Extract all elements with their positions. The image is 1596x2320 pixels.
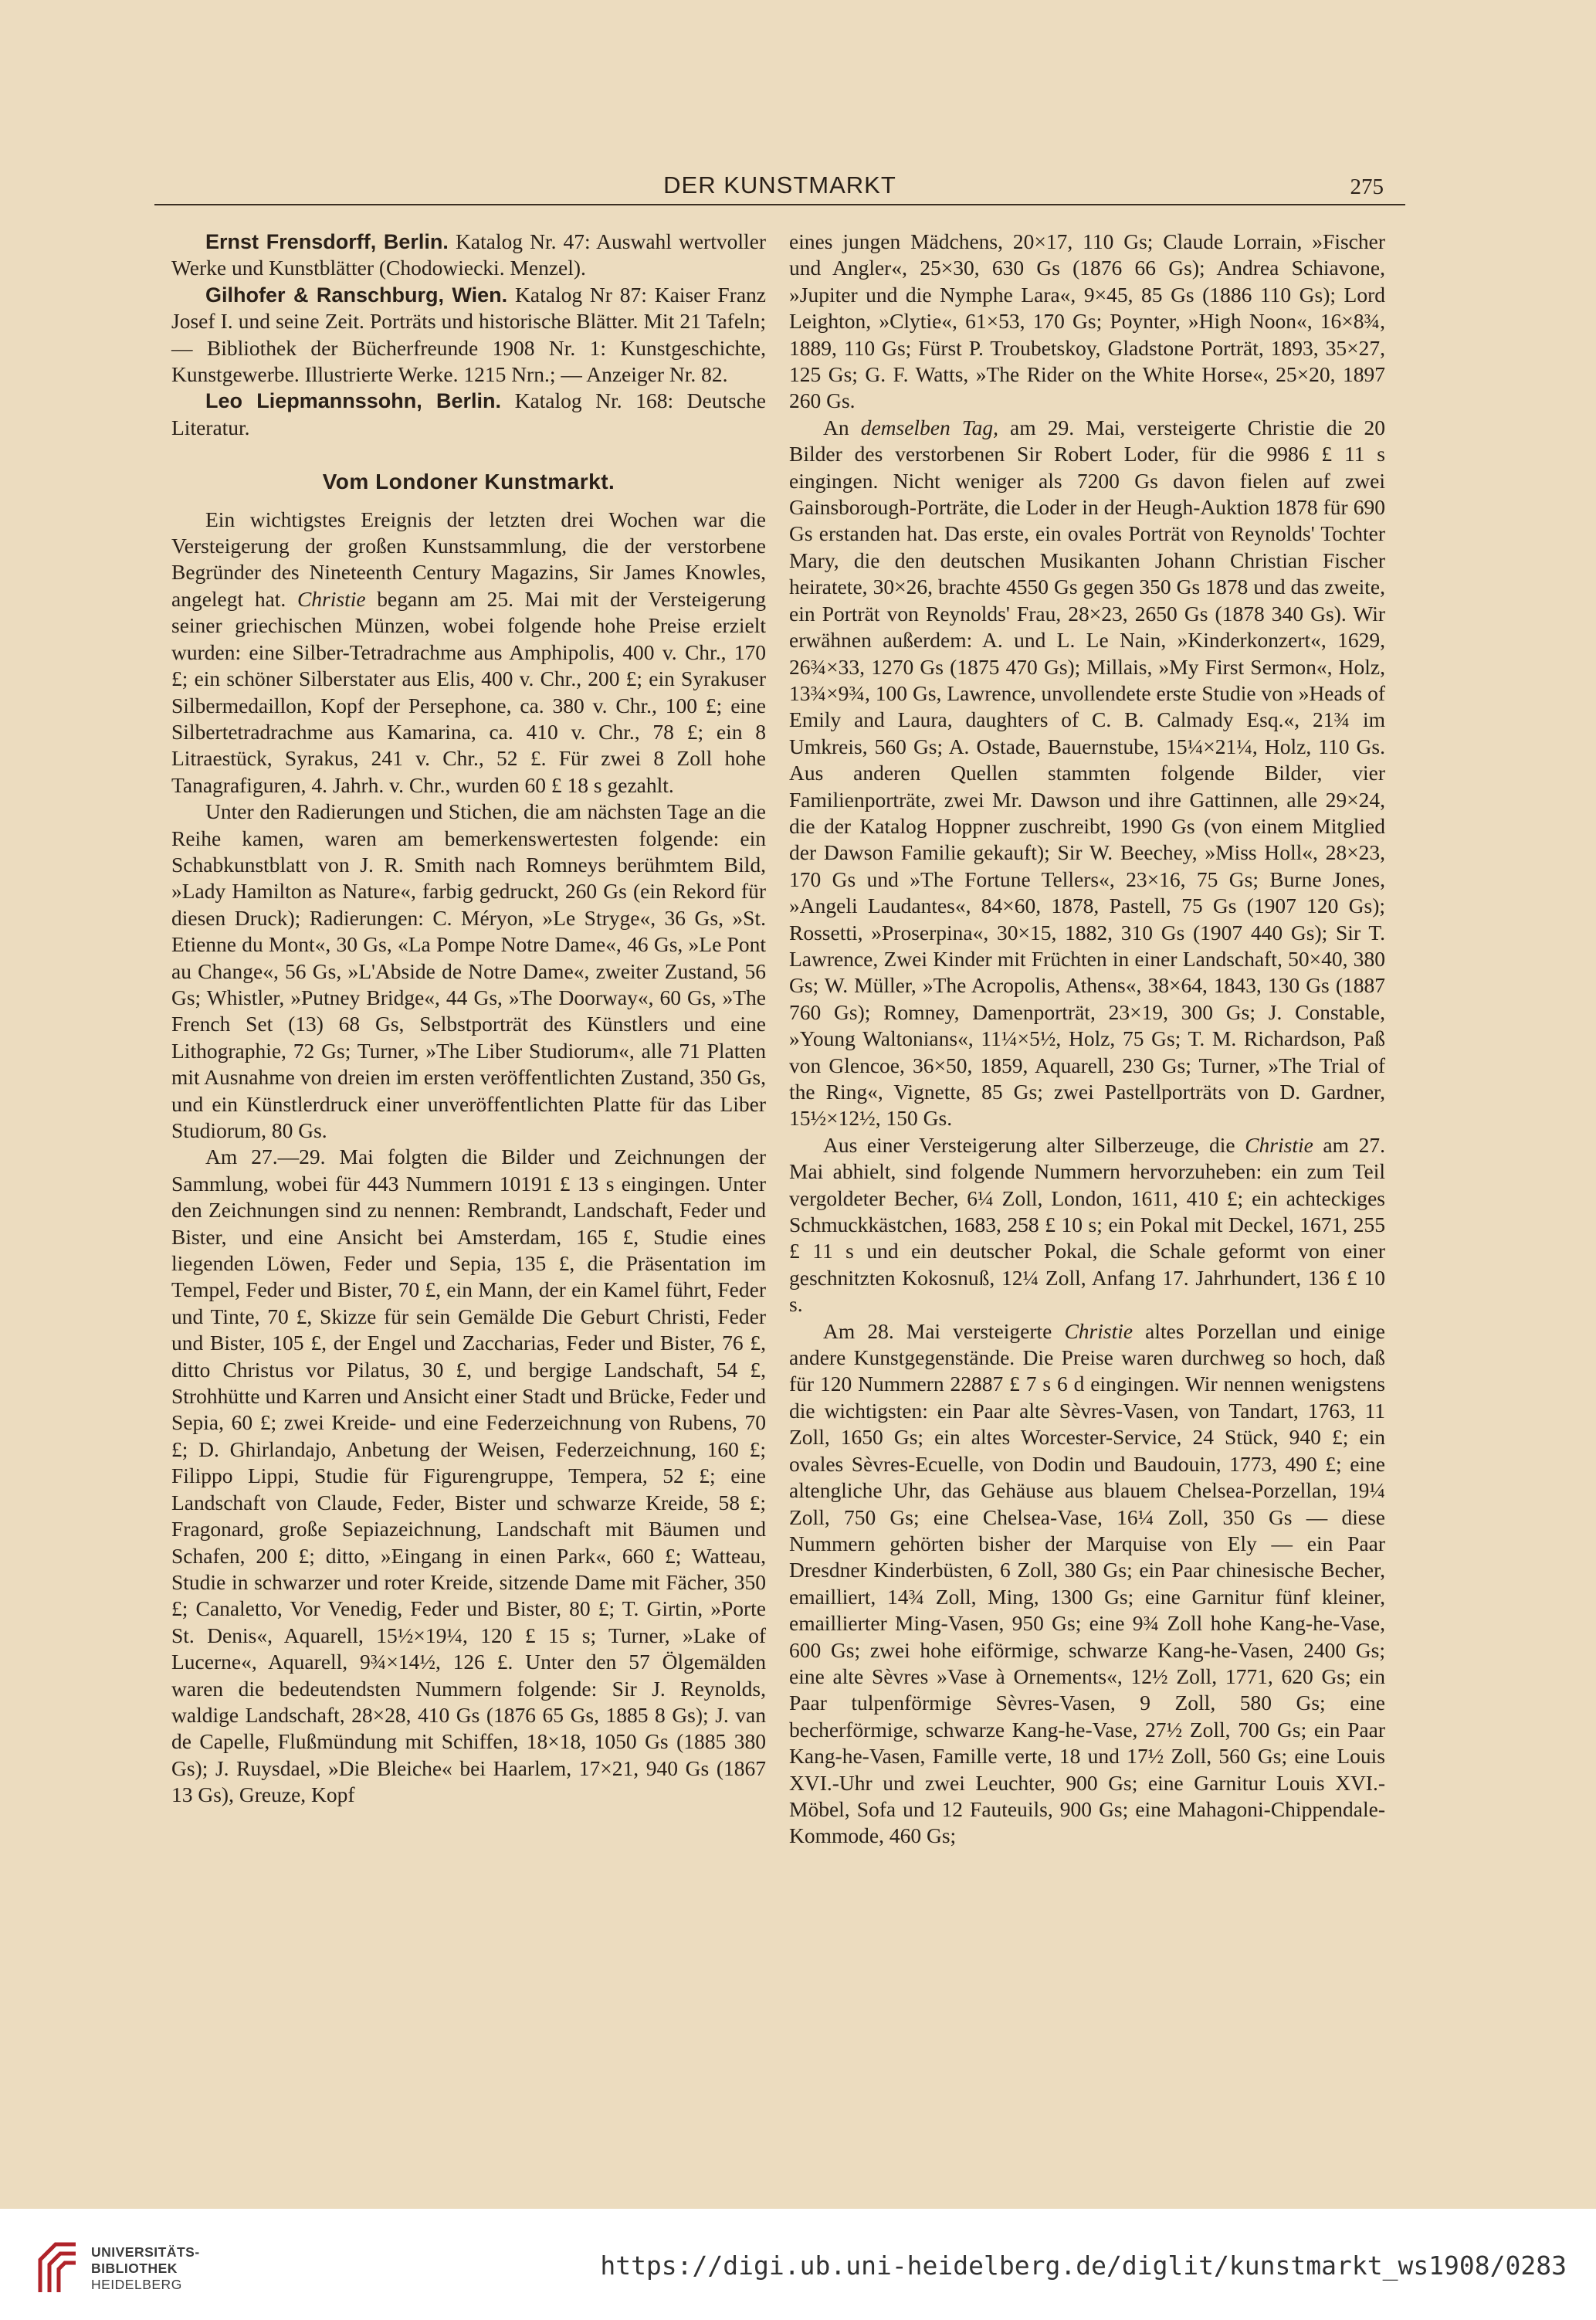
italic-run: Christie <box>1245 1132 1313 1157</box>
text-run: begann am 25. Mai mit der Versteigerung seiner griechischen Münzen, wobei folgende hohe Preise erzielt wurden: eine Silber-Tetradrachme aus Amphipolis, 400 v. Chr., 170 £; ein schöner Silberstater aus Elis, 400 v. Chr., 200 £; ein Syrakuser Silbermedaillon, Kopf der Persephone, ca. 380 v. Chr., 100 £; eine Silbertetradrachme aus Kamarina, ca. 410 v. Chr., 78 £; ein 8 Litraestück, Syrakus, 241 v. Chr., 52 £. Für zwei 8 Zoll hohe Tanagrafiguren, 4. Jahrh. v. Chr., wurden 60 £ 18 s gezahlt. <box>171 586 766 797</box>
italic-run: demselben Tag, <box>860 415 998 439</box>
catalog-text: Katalog Nr. 168: Deutsche Literatur. <box>171 388 766 439</box>
page-number: 275 <box>1350 175 1384 199</box>
catalog-text: Katalog Nr. 47: Auswahl wertvoller Werke und Kunstblätter (Chodowiecki. Menzel). <box>171 229 766 280</box>
catalog-entry-frensdorff <box>171 229 766 282</box>
paragraph: Unter den Radierungen und Stichen, die am nächsten Tage an die Reihe kamen, waren am bemerkenswertesten folgende: ein Schabkunstblatt von J. R. Smith nach Romneys berühmtem Bild, »Lady Hamilton as Nature«, farbig gedruckt, 260 Gs (ein Rekord für diesen Druck); Radierungen: C. Méryon, »Le Stryge«, 36 Gs, »St. Etienne du Mont«, 30 Gs, «La Pompe Notre Dame«, 46 Gs, »Le Pont au Change«, 56 Gs, »L'Abside de Notre Dame«, zweiter Zustand, 56 Gs; Whistler, »Putney Bridge«, 44 Gs, »The Doorway«, 60 Gs, »The French Set (13) 68 Gs, Selbstporträt des Künstlers und eine Lithographie, 72 Gs; Turner, »The Liber Studiorum«, alle 71 Platten mit Ausnahme von dreien im ersten veröffentlichten Zustand, 350 Gs, und ein Künstlerdruck einer unveröffentlichten Platte für das Liber Studiorum, 80 Gs. <box>171 799 766 1142</box>
section-heading: Vom Londoner Kunstmarkt. <box>322 470 615 494</box>
text-run: Am 28. Mai versteigerte <box>823 1318 1065 1343</box>
library-name-line: HEIDELBERG <box>91 2277 182 2292</box>
paragraph <box>789 1318 1385 1850</box>
text-run: An <box>823 415 861 439</box>
library-name <box>91 2244 200 2293</box>
permalink-url[interactable]: https://digi.ub.uni-heidelberg.de/diglit/kunstmarkt_ws1908/0283 <box>600 2250 1567 2281</box>
left-column <box>171 229 766 1809</box>
library-logo-icon <box>34 2238 82 2297</box>
dealer-name: Gilhofer & Ranschburg, Wien. <box>205 283 508 307</box>
paragraph <box>789 1132 1385 1318</box>
paragraph <box>171 507 766 799</box>
right-column <box>789 229 1385 1850</box>
logo-stroke-inner <box>59 2263 76 2292</box>
page-title: DER KUNSTMARKT <box>663 171 896 198</box>
text-run: altes Porzellan und einige andere Kunstgegenstände. Die Preise waren durchweg so hoch, daß für 120 Nummern 22887 £ 7 s 6 d eingingen. Wir nennen wenigstens die wichtigsten: ein Paar alte Sèvres-Vasen, von Tandart, 1763, 11 Zoll, 1650 Gs; ein altes Worcester-Service, 24 Stück, 940 £; ein ovales Sèvres-Ecuelle, von Dodin und Baudouin, 1773, 490 £; eine altengliche Uhr, das Gehäuse aus blauem Chelsea-Porzellan, 19¼ Zoll, 750 Gs; eine Chelsea-Vase, 16¼ Zoll, 350 Gs — diese Nummern gehörten bisher der Marquise von Ely — ein Paar Dresdner Kinderbüsten, 6 Zoll, 380 Gs; ein Paar chinesische Becher, emailliert, 14¾ Zoll, Ming, 1300 Gs; eine Garnitur fünf kleiner, emaillierter Ming-Vasen, 950 Gs; eine 9¾ Zoll hohe Kang-he-Vase, 600 Gs; zwei hohe eiförmige, schwarze Kang-he-Vasen, 2400 Gs; eine alte Sèvres »Vase à Ornements«, 12½ Zoll, 1771, 620 Gs; ein Paar tulpenförmige Sèvres-Vasen, 9 Zoll, 580 Gs; eine becherförmige, schwarze Kang-he-Vase, 27½ Zoll, 700 Gs; ein Paar Kang-he-Vasen, Famille verte, 18 und 17½ Zoll, 560 Gs; eine Louis XVI.-Uhr und zwei Leuchter, 900 Gs; eine Garnitur Louis XVI.-Möbel, Sofa und 12 Fauteuils, 900 Gs; eine Mahagoni-Chippendale-Kommode, 460 Gs; <box>789 1318 1385 1848</box>
digitization-footer <box>0 2209 1596 2320</box>
dealer-name: Ernst Frensdorff, Berlin. <box>205 230 449 253</box>
catalog-entry-liepmannssohn <box>171 388 766 441</box>
catalog-entry-gilhofer <box>171 282 766 388</box>
catalog-text: Katalog Nr 87: Kaiser Franz Josef I. und seine Zeit. Porträts und historische Blätter. Mit 21 Tafeln; — Bibliothek der Bücherfreunde 1908 Nr. 1: Kunstgeschichte, Kunstgewerbe. Illustrierte Werke. 1215 Nrn.; — Anzeiger Nr. 82. <box>171 282 766 387</box>
text-run: Aus einer Versteigerung alter Silberzeuge, die <box>823 1132 1245 1157</box>
italic-run: Christie <box>296 586 366 611</box>
text-run: am 29. Mai, versteigerte Christie die 20 Bilder des verstorbenen Sir Robert Loder, für die 9986 £ 11 s eingingen. Nicht weniger als 7200 Gs davon fielen auf zwei Gainsborough-Porträte, die Loder in der Heugh-Auktion 1878 für 690 Gs erstanden hat. Das erste, ein ovales Porträt von Reynolds' Tochter Mary, die den deutschen Musikanten Johann Christian Fischer heiratete, 30×26, brachte 4550 Gs gegen 350 Gs 1878 und das zweite, ein Porträt von Reynolds' Frau, 28×23, 2650 Gs (1878 340 Gs). Wir erwähnen außerdem: A. und L. Le Nain, »Kinderkonzert«, 1629, 26¾×33, 1270 Gs (1875 470 Gs); Millais, »My First Sermon«, Holz, 13¾×9¾, 100 Gs, Lawrence, unvollendete erste Studie von »Heads of Emily and Laura, daughters of C. B. Calmady Esq.«, 21¾ im Umkreis, 560 Gs; A. Ostade, Bauernstube, 15¼×21¼, Holz, 110 Gs. Aus anderen Quellen stammten folgende Bilder, vier Familienporträte, zwei Mr. Dawson und ihre Gattinnen, alle 29×24, die der Katalog Hoppner zuschreibt, 1990 Gs (von einem Mitglied der Dawson Familie gekauft); Sir W. Beechey, »Miss Holl«, 28×23, 170 Gs und »The Fortune Tellers«, 23×16, 75 Gs; Burne Jones, »Angeli Laudantes«, 84×60, 1878, Pastell, 75 Gs (1907 120 Gs); Rossetti, »Proserpina«, 30×15, 1882, 310 Gs (1907 440 Gs); Sir T. Lawrence, Zwei Kinder mit Früchten in einer Landschaft, 50×40, 380 Gs; W. Müller, »The Acropolis, Athens«, 38×64, 1843, 130 Gs (1887 760 Gs); Romney, Damenporträt, 23×19, 300 Gs; J. Constable, »Young Waltonians«, 11¼×5½, Holz, 75 Gs; T. M. Richardson, Paß von Glencoe, 36×50, 1859, Aquarell, 230 Gs; Turner, »The Trial of the Ring«, Vignette, 85 Gs; zwei Pastellporträts von D. Gardner, 15½×12½, 150 Gs. <box>789 415 1385 1131</box>
logo-stroke-middle <box>49 2254 76 2292</box>
library-name-line: BIBLIOTHEK <box>91 2261 178 2276</box>
paragraph: eines jungen Mädchens, 20×17, 110 Gs; Claude Lorrain, »Fischer und Angler«, 25×30, 630 Gs (1876 66 Gs); Andrea Schiavone, »Jupiter und die Nymphe Lara«, 9×45, 85 Gs (1886 110 Gs); Lord Leighton, »Clytie«, 61×53, 170 Gs; Poynter, »High Noon«, 16×8¾, 1889, 110 Gs; Fürst P. Troubetskoy, Gladstone Porträt, 1893, 35×27, 125 Gs; G. F. Watts, »The Rider on the White Horse«, 25×20, 1897 260 Gs. <box>789 229 1385 413</box>
text-run: am 27. Mai abhielt, sind folgende Nummern hervorzuheben: ein zum Teil vergoldeter Becher, 6¼ Zoll, London, 1611, 410 £; ein achteckiges Schmuckkästchen, 1683, 258 £ 10 s; ein Pokal mit Deckel, 1671, 255 £ 11 s und ein deutscher Pokal, die Schale geformt von einer geschnitzten Kokosnuß, 12¼ Zoll, Anfang 17. Jahrhundert, 136 £ 10 s. <box>789 1132 1385 1317</box>
library-name-line: UNIVERSITÄTS- <box>91 2244 200 2260</box>
text-run: Ein wichtigstes Ereignis der letzten drei Wochen war die Versteigerung der großen Kunstsammlung, die der verstorbene Begründer des Nineteenth Century Magazins, Sir James Knowles, angelegt hat. <box>171 507 766 611</box>
dealer-name: Leo Liepmannssohn, Berlin. <box>205 389 501 413</box>
paragraph: Am 27.—29. Mai folgten die Bilder und Zeichnungen der Sammlung, wobei für 443 Nummern 10191 £ 13 s eingingen. Unter den Zeichnungen sind zu nennen: Rembrandt, Landschaft, Feder und Bister, und eine Ansicht bei Amsterdam, 165 £, Studie eines liegenden Löwen, Feder und Sepia, 135 £, die Präsentation im Tempel, Feder und Bister, 70 £, ein Mann, der ein Kamel führt, Feder und Tinte, 70 £, Skizze für sein Gemälde Die Geburt Christi, Feder und Bister, 105 £, der Engel und Zaccharias, Feder und Bister, 76 £, ditto Christus vor Pilatus, 30 £, und bergige Landschaft, 54 £, Strohhütte und Karren und Ansicht einer Stadt und Brücke, Feder und Sepia, 60 £; zwei Kreide- und eine Federzeichnung von Rubens, 70 £; D. Ghirlandajo, Anbetung der Weisen, Federzeichnung, 160 £; Filippo Lippi, Studie für Figurengruppe, Tempera, 52 £; eine Landschaft von Claude, Feder, Bister und schwarze Kreide, 58 £; Fragonard, große Sepiazeichnung, Landschaft mit Bäumen und Schafen, 200 £; ditto, »Eingang in einen Park«, 660 £; Watteau, Studie in schwarzer und roter Kreide, sitzende Dame mit Fächer, 350 £; Canaletto, Vor Venedig, Feder und Bister, 80 £; T. Girtin, »Porte St. Denis«, Aquarell, 15½×19¼, 120 £ 15 s; Turner, »Lake of Lucerne«, Aquarell, 9¾×14½, 126 £. Unter den 57 Ölgemälden waren die bedeutendsten Nummern folgende: Sir J. Reynolds, waldige Landschaft, 28×28, 410 Gs (1876 65 Gs, 1885 8 Gs); J. van de Capelle, Flußmündung mit Schiffen, 18×18, 1050 Gs (1885 380 Gs); J. Ruysdael, »Die Bleiche« bei Haarlem, 17×21, 940 Gs (1867 13 Gs), Greuze, Kopf <box>171 1145 766 1807</box>
running-head <box>154 171 1405 205</box>
paragraph <box>789 415 1385 1132</box>
italic-run: Christie <box>1064 1318 1133 1343</box>
